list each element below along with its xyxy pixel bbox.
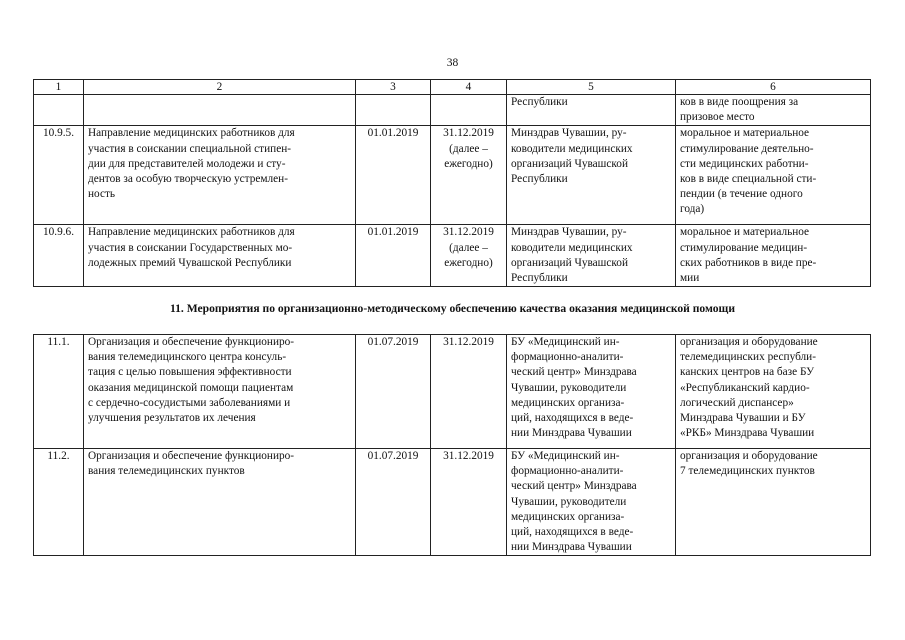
text-line: Направление медицинских работников для bbox=[88, 226, 295, 239]
header-cell: 3 bbox=[356, 80, 431, 95]
text-line: ность bbox=[88, 188, 116, 201]
text-line: Организация и обеспечение функциониро- bbox=[88, 450, 295, 462]
text-line: Республики bbox=[511, 272, 568, 285]
text-line: ских работников в виде пре- bbox=[680, 256, 817, 269]
measures-table-top bbox=[33, 79, 871, 287]
text-line: медицинских организа- bbox=[511, 396, 625, 409]
text-line: года) bbox=[680, 203, 705, 216]
page-number: 38 bbox=[446, 57, 459, 69]
table-cell bbox=[34, 95, 84, 126]
text-line: ций, находящихся в веде- bbox=[511, 412, 634, 425]
text-line: стимулирование медицин- bbox=[680, 241, 808, 254]
text-line: улучшения результатов их лечения bbox=[88, 412, 256, 425]
text-line: ческий центр» Минздрава bbox=[511, 480, 637, 493]
text-line: стимулирование деятельно- bbox=[680, 142, 814, 155]
text-line: 31.12.2019 bbox=[443, 226, 494, 239]
header-cell: 2 bbox=[84, 80, 356, 95]
text-line: (далее – bbox=[449, 241, 488, 254]
text-line: организаций Чувашской bbox=[511, 157, 628, 170]
text-line: ков в виде поощрения за bbox=[680, 96, 799, 108]
text-line: с сердечно-сосудистыми заболеваниями и bbox=[88, 396, 291, 409]
text-line: ческий центр» Минздрава bbox=[511, 366, 637, 379]
text-line: лодежных премий Чувашской Республики bbox=[88, 256, 292, 269]
text-line: Организация и обеспечение функциониро- bbox=[88, 336, 295, 348]
start-date: 01.07.2019 bbox=[356, 449, 431, 556]
text-line: ководители медицинских bbox=[511, 142, 633, 155]
end-date bbox=[431, 225, 507, 287]
table-row bbox=[34, 225, 871, 287]
result-cell bbox=[676, 335, 871, 449]
text-line: БУ «Медицинский ин- bbox=[511, 450, 620, 462]
text-line: вания телемедицинских пунктов bbox=[88, 465, 245, 478]
text-line: Минздрав Чувашии, ру- bbox=[511, 226, 627, 239]
row-number: 11.1. bbox=[34, 335, 84, 449]
text-line: Минздрава Чувашии и БУ bbox=[680, 412, 806, 425]
text-line: тация с целью повышения эффективности bbox=[88, 366, 292, 379]
text-line: Минздрав Чувашии, ру- bbox=[511, 127, 627, 140]
measure-description bbox=[84, 126, 356, 225]
header-cell: 4 bbox=[431, 80, 507, 95]
measure-description bbox=[84, 449, 356, 556]
end-date bbox=[431, 335, 507, 449]
text-line: медицинских организа- bbox=[511, 510, 625, 523]
text-line: участия в соискании Государственных мо- bbox=[88, 241, 293, 254]
start-date: 01.07.2019 bbox=[356, 335, 431, 449]
text-line: формационно-аналити- bbox=[511, 465, 624, 478]
start-date: 01.01.2019 bbox=[356, 126, 431, 225]
text-line: канских центров на базе БУ bbox=[680, 366, 815, 379]
text-line: 31.12.2019 bbox=[443, 450, 494, 462]
header-cell: 6 bbox=[676, 80, 871, 95]
text-line: нии Минздрава Чувашии bbox=[511, 427, 632, 440]
responsible-cell bbox=[507, 95, 676, 126]
table-cell bbox=[431, 95, 507, 126]
text-line: дии для представителей молодежи и сту- bbox=[88, 157, 286, 170]
text-line: 31.12.2019 bbox=[443, 336, 494, 348]
text-line: логический диспансер» bbox=[680, 396, 794, 409]
text-line: 31.12.2019 bbox=[443, 127, 494, 140]
text-line: дентов за особую творческую устремлен- bbox=[88, 173, 288, 186]
text-line: участия в соискании специальной стипен- bbox=[88, 142, 292, 155]
result-cell bbox=[676, 449, 871, 556]
text-line: ций, находящихся в веде- bbox=[511, 526, 634, 539]
text-line: Республики bbox=[511, 96, 568, 108]
text-line: Направление медицинских работников для bbox=[88, 127, 295, 140]
text-line: «Республиканский кардио- bbox=[680, 381, 810, 394]
text-line: БУ «Медицинский ин- bbox=[511, 336, 620, 348]
continuation-row bbox=[34, 95, 871, 126]
text-line: ежегодно) bbox=[444, 256, 493, 269]
end-date bbox=[431, 449, 507, 556]
measure-description bbox=[84, 225, 356, 287]
text-line: призовое место bbox=[680, 111, 755, 124]
column-number-header bbox=[34, 80, 871, 95]
header-cell: 5 bbox=[507, 80, 676, 95]
table-row bbox=[34, 449, 871, 556]
result-cell bbox=[676, 95, 871, 126]
start-date: 01.01.2019 bbox=[356, 225, 431, 287]
row-number: 10.9.6. bbox=[34, 225, 84, 287]
text-line: формационно-аналити- bbox=[511, 351, 624, 364]
text-line: пендии (в течение одного bbox=[680, 188, 803, 201]
text-line: ков в виде специальной сти- bbox=[680, 173, 817, 186]
text-line: мии bbox=[680, 272, 700, 285]
end-date bbox=[431, 126, 507, 225]
text-line: ежегодно) bbox=[444, 157, 493, 170]
table-cell bbox=[356, 95, 431, 126]
text-line: телемедицинских республи- bbox=[680, 351, 816, 364]
measures-table-bottom bbox=[33, 334, 871, 556]
text-line: Республики bbox=[511, 173, 568, 186]
text-line: «РКБ» Минздрава Чувашии bbox=[680, 427, 815, 440]
text-line: организация и оборудование bbox=[680, 336, 818, 348]
text-line: 7 телемедицинских пунктов bbox=[680, 465, 815, 478]
result-cell bbox=[676, 126, 871, 225]
row-number: 11.2. bbox=[34, 449, 84, 556]
responsible-cell bbox=[507, 449, 676, 556]
text-line: сти медицинских работни- bbox=[680, 157, 809, 170]
responsible-cell bbox=[507, 335, 676, 449]
text-line: (далее – bbox=[449, 142, 488, 155]
text-line: организация и оборудование bbox=[680, 450, 818, 462]
text-line: Чувашии, руководители bbox=[511, 495, 627, 508]
header-cell: 1 bbox=[34, 80, 84, 95]
text-line: моральное и материальное bbox=[680, 226, 810, 239]
table-cell bbox=[84, 95, 356, 126]
measure-description bbox=[84, 335, 356, 449]
table-row bbox=[34, 335, 871, 449]
text-line: организаций Чувашской bbox=[511, 256, 628, 269]
text-line: вания телемедицинского центра консуль- bbox=[88, 351, 287, 364]
responsible-cell bbox=[507, 126, 676, 225]
text-line: моральное и материальное bbox=[680, 127, 810, 140]
section-title: 11. Мероприятия по организационно-методическому обеспечению качества оказания медицинской помощи bbox=[169, 302, 736, 315]
responsible-cell bbox=[507, 225, 676, 287]
text-line: нии Минздрава Чувашии bbox=[511, 541, 632, 554]
text-line: ководители медицинских bbox=[511, 241, 633, 254]
text-line: оказания медицинской помощи пациентам bbox=[88, 381, 294, 394]
row-number: 10.9.5. bbox=[34, 126, 84, 225]
table-row bbox=[34, 126, 871, 225]
text-line: Чувашии, руководители bbox=[511, 381, 627, 394]
result-cell bbox=[676, 225, 871, 287]
